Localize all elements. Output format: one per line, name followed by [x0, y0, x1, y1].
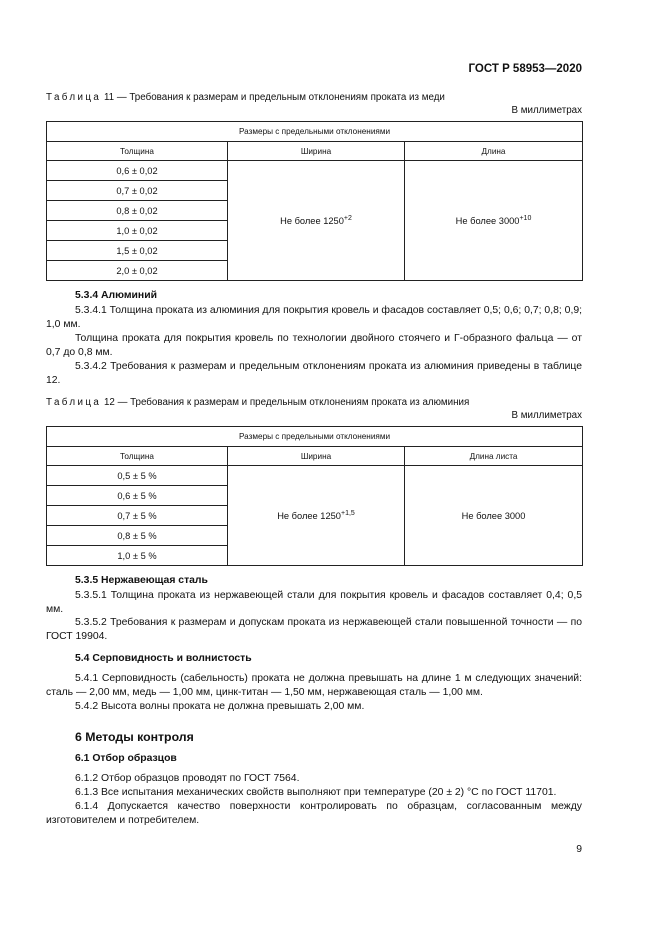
thickness-cell: 0,5 ± 5 %: [47, 466, 228, 486]
paragraph-5-3-5-1: 5.3.5.1 Толщина проката из нержавеющей стали для покрытия кровель и фасадов составляет 0,4; 0,5 мм.: [46, 590, 582, 616]
paragraph-5-3-5-2: 5.3.5.2 Требования к размерам и допускам проката из нержавеющей стали повышенной точности — по ГОСТ 19904.: [46, 617, 582, 643]
section-heading-6-1: 6.1 Отбор образцов: [75, 753, 177, 764]
table-12-units: В миллиметрах: [511, 410, 582, 421]
paragraph-5-3-4-2: 5.3.4.2 Требования к размерам и предельным отклонениям проката из алюминия приведены в таблице 12.: [46, 361, 582, 387]
width-value: Не более 1250: [280, 215, 344, 226]
table-group-header: Размеры с предельными отклонениями: [47, 122, 583, 142]
paragraph-5-3-4-1-cont: Толщина проката для покрытия кровель по технологии двойного стоячего и Г-образного фальца — от 0,7 до 0,8 мм.: [46, 333, 582, 359]
document-header: ГОСТ Р 58953—2020: [468, 63, 582, 75]
thickness-cell: 1,0 ± 5 %: [47, 546, 228, 566]
thickness-cell: 0,8 ± 0,02: [47, 201, 228, 221]
length-cell: Не более 3000: [405, 466, 583, 566]
column-header: Ширина: [228, 447, 405, 466]
column-header: Длина листа: [405, 447, 583, 466]
caption-text: 11 — Требования к размерам и предельным отклонениям проката из меди: [103, 92, 445, 103]
width-cell: [228, 161, 405, 281]
thickness-cell: 0,8 ± 5 %: [47, 526, 228, 546]
width-cell: [228, 466, 405, 566]
width-tolerance: +2: [343, 214, 352, 222]
table-12: [46, 426, 583, 566]
length-cell: [405, 161, 583, 281]
caption-text: 12 — Требования к размерам и предельным отклонениям проката из алюминия: [103, 397, 470, 408]
thickness-cell: 0,7 ± 5 %: [47, 506, 228, 526]
table-12-caption: [46, 397, 469, 408]
thickness-cell: 2,0 ± 0,02: [47, 261, 228, 281]
thickness-cell: 1,5 ± 0,02: [47, 241, 228, 261]
section-heading-5-3-4: 5.3.4 Алюминий: [75, 290, 157, 301]
column-header: Толщина: [47, 142, 228, 161]
paragraph-6-1-2: 6.1.2 Отбор образцов проводят по ГОСТ 7564.: [75, 773, 300, 784]
paragraph-5-3-4-1: 5.3.4.1 Толщина проката из алюминия для покрытия кровель и фасадов составляет 0,5; 0,6; 0,7; 0,8; 0,9; 1,0 мм.: [46, 305, 582, 331]
length-value: Не более 3000: [455, 215, 520, 226]
thickness-cell: 0,6 ± 5 %: [47, 486, 228, 506]
section-heading-6: 6 Методы контроля: [75, 730, 194, 744]
table-11-units: В миллиметрах: [511, 105, 582, 116]
thickness-cell: 0,7 ± 0,02: [47, 181, 228, 201]
section-heading-5-4: 5.4 Серповидность и волнистость: [75, 653, 252, 664]
section-heading-5-3-5: 5.3.5 Нержавеющая сталь: [75, 575, 208, 586]
thickness-cell: 0,6 ± 0,02: [47, 161, 228, 181]
paragraph-6-1-4: 6.1.4 Допускается качество поверхности контролировать по образцам, согласованным между изготовителем и потребителем.: [46, 801, 582, 827]
table-11-caption: [46, 92, 445, 103]
width-tolerance: +1,5: [340, 509, 355, 517]
paragraph-5-4-2: 5.4.2 Высота волны проката не должна превышать 2,00 мм.: [75, 701, 365, 712]
column-header: Ширина: [228, 142, 405, 161]
caption-label: Таблица: [46, 397, 102, 408]
caption-label: Таблица: [46, 92, 102, 103]
paragraph-5-4-1: 5.4.1 Серповидность (сабельность) проката не должна превышать на длине 1 м следующих значений: сталь — 2,00 мм, медь — 1,00 мм, цинк-титан — 1,50 мм, нержавеющая сталь — 1,00 мм.: [46, 673, 582, 699]
table-group-header: Размеры с предельными отклонениями: [47, 427, 583, 447]
thickness-cell: 1,0 ± 0,02: [47, 221, 228, 241]
table-11: [46, 121, 583, 281]
length-tolerance: +10: [519, 214, 532, 222]
page-number: 9: [576, 844, 582, 855]
column-header: Длина: [405, 142, 583, 161]
width-value: Не более 1250: [277, 510, 341, 521]
paragraph-6-1-3: 6.1.3 Все испытания механических свойств выполняют при температуре (20 ± 2) °С по ГОСТ 11701.: [75, 787, 557, 798]
column-header: Толщина: [47, 447, 228, 466]
